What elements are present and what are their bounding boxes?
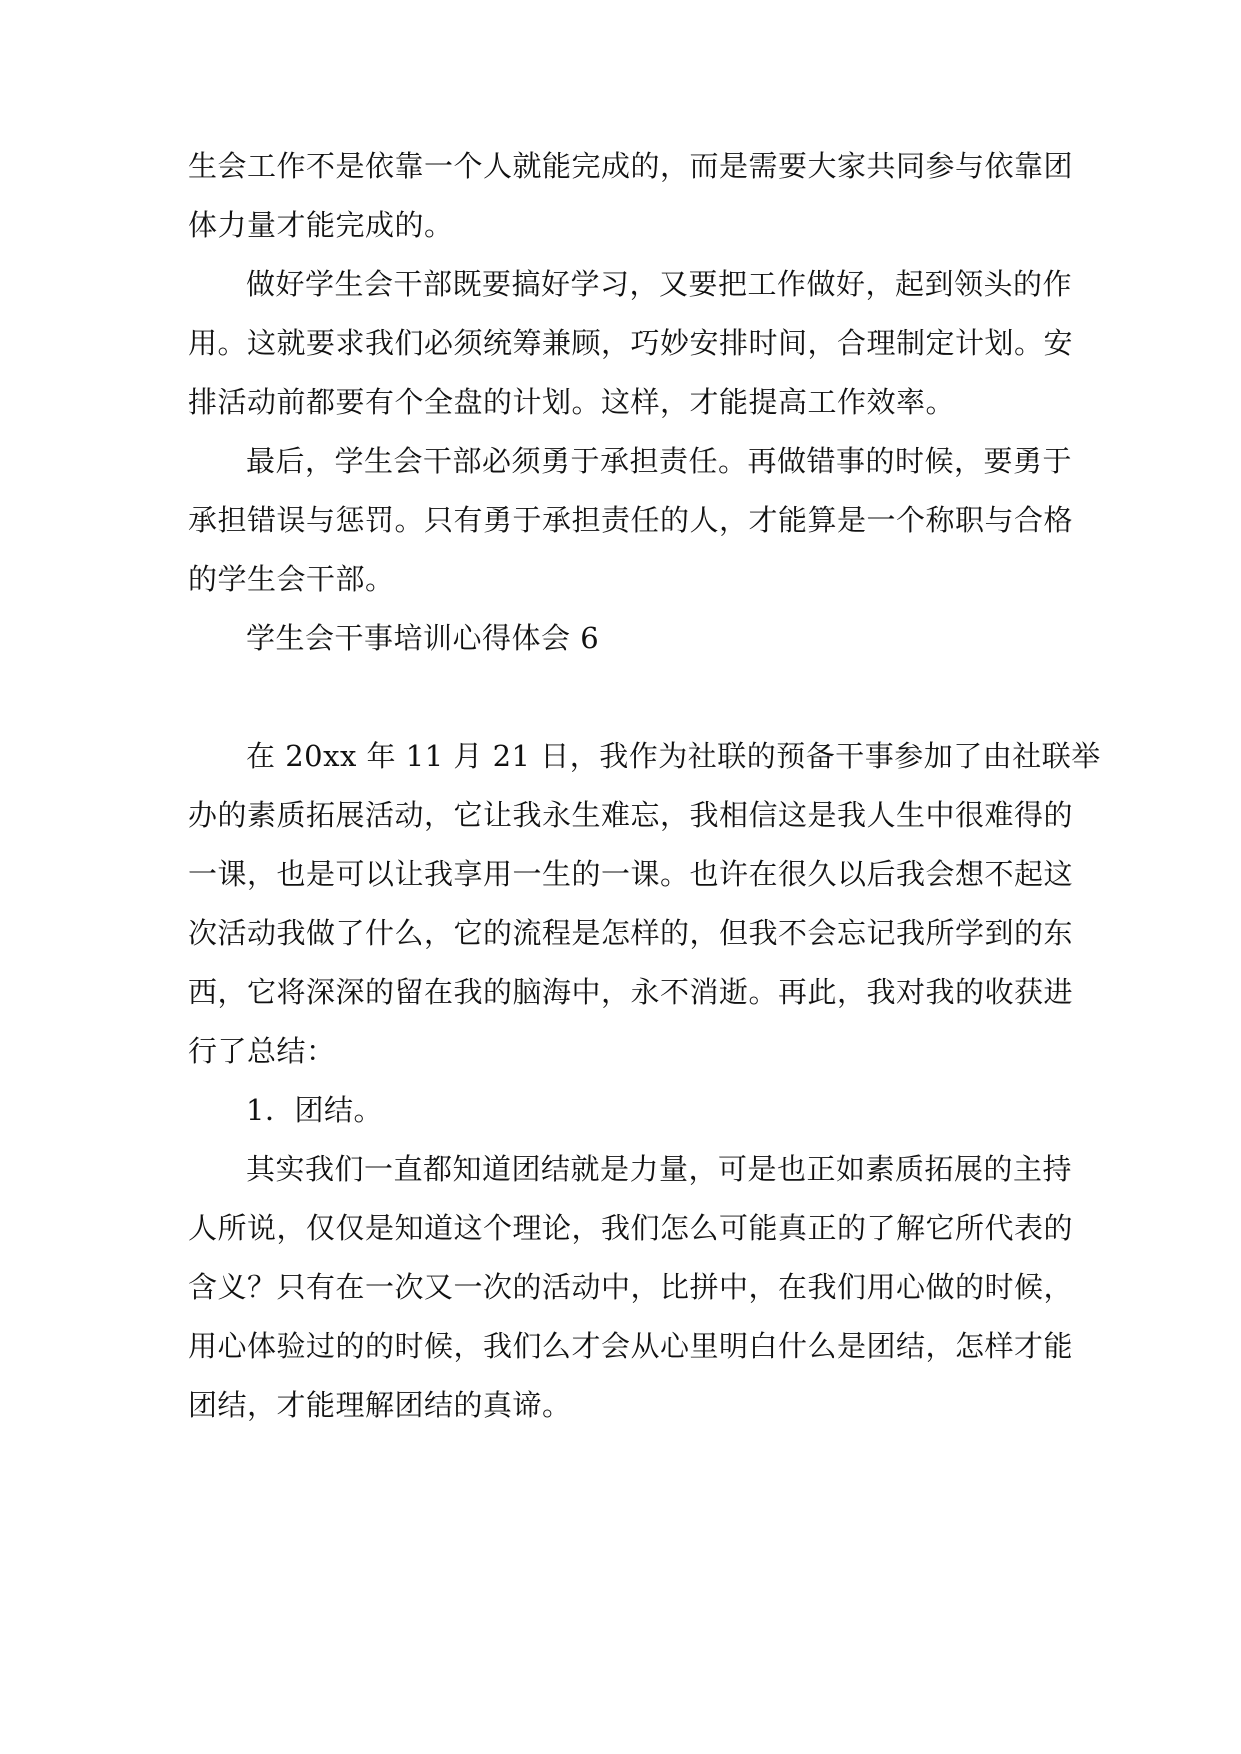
paragraph-line: 次活动我做了什么，它的流程是怎样的，但我不会忘记我所学到的东: [188, 916, 1074, 950]
paragraph-line: 办的素质拓展活动，它让我永生难忘，我相信这是我人生中很难得的: [188, 798, 1074, 832]
paragraph-line: 最后，学生会干部必须勇于承担责任。再做错事的时候，要勇于: [246, 444, 1073, 478]
paragraph-line: 含义？只有在一次又一次的活动中，比拼中，在我们用心做的时候，: [188, 1270, 1074, 1304]
paragraph-line: 团结，才能理解团结的真谛。: [188, 1388, 572, 1422]
paragraph-line: 行了总结：: [188, 1034, 336, 1068]
paragraph-line: 的学生会干部。: [188, 562, 395, 596]
paragraph-line: 人所说，仅仅是知道这个理论，我们怎么可能真正的了解它所代表的: [188, 1211, 1074, 1245]
paragraph-line: 承担错误与惩罚。只有勇于承担责任的人，才能算是一个称职与合格: [188, 503, 1074, 537]
list-item-heading: 1．团结。: [246, 1093, 383, 1127]
paragraph-line: 其实我们一直都知道团结就是力量，可是也正如素质拓展的主持: [246, 1152, 1073, 1186]
paragraph-line: 生会工作不是依靠一个人就能完成的，而是需要大家共同参与依靠团: [188, 149, 1074, 183]
paragraph-line: 做好学生会干部既要搞好学习，又要把工作做好，起到领头的作: [246, 267, 1073, 301]
paragraph-line: 排活动前都要有个全盘的计划。这样，才能提高工作效率。: [188, 385, 956, 419]
paragraph-line: 西，它将深深的留在我的脑海中，永不消逝。再此，我对我的收获进: [188, 975, 1074, 1009]
paragraph-line: 体力量才能完成的。: [188, 208, 454, 242]
paragraph-line: 用心体验过的的时候，我们么才会从心里明白什么是团结，怎样才能: [188, 1329, 1074, 1363]
paragraph-line: 在 20xx 年 11 月 21 日，我作为社联的预备干事参加了由社联举: [246, 739, 1101, 773]
section-heading: 学生会干事培训心得体会 6: [246, 621, 600, 655]
paragraph-line: 用。这就要求我们必须统筹兼顾，巧妙安排时间，合理制定计划。安: [188, 326, 1074, 360]
paragraph-line: 一课，也是可以让我享用一生的一课。也许在很久以后我会想不起这: [188, 857, 1074, 891]
